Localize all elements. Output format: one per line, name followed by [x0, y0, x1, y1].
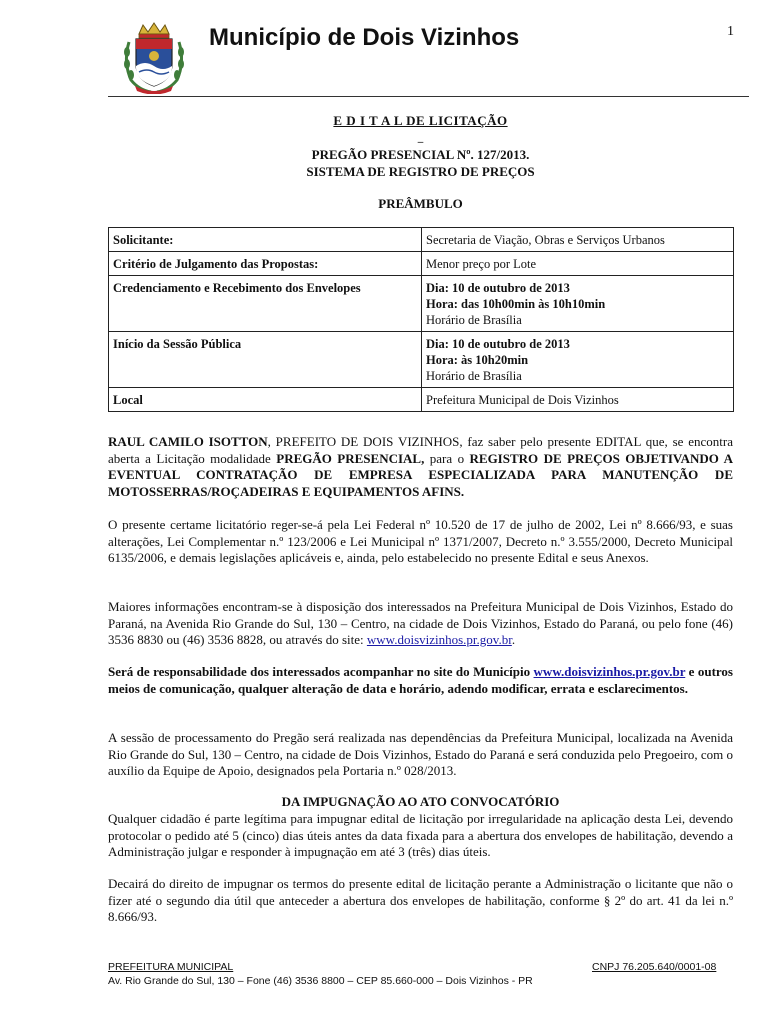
- page-number: 1: [727, 24, 734, 39]
- table-row: [109, 332, 734, 388]
- info-end: .: [511, 632, 516, 647]
- credenciamento-label: Credenciamento e Recebimento dos Envelopes: [109, 276, 422, 332]
- prefeito-name: RAUL CAMILO ISOTTON: [108, 434, 268, 449]
- footer-cnpj: CNPJ 76.205.640/0001-08: [592, 961, 717, 973]
- table-row: [109, 252, 734, 276]
- inicio-fuso: Horário de Brasília: [426, 369, 522, 383]
- intro-text-1: , PREFEITO DE DOIS VIZINHOS, faz saber pelo presente EDITAL que, se encontra aberta a Licitação modalidade: [108, 434, 733, 466]
- inicio-label: Início da Sessão Pública: [109, 332, 422, 388]
- municipality-title: Município de Dois Vizinhos: [209, 24, 520, 51]
- title-mark: _: [417, 132, 424, 144]
- preamble-table: [108, 227, 734, 412]
- header-divider: [108, 96, 749, 97]
- legal-basis-paragraph: O presente certame licitatório reger-se-á pela Lei Federal nº 10.520 de 17 de julho de 2002, Lei nº 8.666/93, e suas alterações, Lei Complementar n.º 123/2006 e Lei Municipal nº 1371/2007, Decreto n.º 3.555/2000, Decreto Municipal 6135/2006, e demais legislações aplicáveis e, ainda, pelo estabelecido no presente Edital e seus Anexos.: [108, 517, 733, 565]
- resp-text-2: e outros meios de comunicação, qualquer alteração de data e horário, adendo modificar, errata e esclarecimentos.: [108, 664, 733, 696]
- inicio-dia: Dia: 10 de outubro de 2013: [426, 337, 570, 351]
- session-paragraph: A sessão de processamento do Pregão será realizada nas dependências da Prefeitura Municipal, localizada na Avenida Rio Grande do Sul, 130 – Centro, na cidade de Dois Vizinhos, Estado do Paraná e será conduzida pelo Pregoeiro, com o auxílio da Equipe de Apoio, designados pela Portaria n.º 028/2013.: [108, 730, 733, 778]
- information-paragraph: [108, 599, 733, 649]
- inicio-value: [422, 332, 734, 388]
- impugnacao-heading: DA IMPUGNAÇÃO AO ATO CONVOCATÓRIO: [281, 794, 560, 809]
- intro-text-2: para o: [424, 450, 470, 466]
- table-row: [109, 228, 734, 252]
- impugnacao-paragraph-2: Decairá do direito de impugnar os termos do presente edital de licitação perante a Administração o licitante que não o fizer até o segundo dia útil que anteceder a abertura dos envelopes de habilitação, conforme § 2º do art. 41 da lei n.º 8.666/93.: [108, 876, 733, 924]
- solicitante-label: Solicitante:: [109, 228, 422, 252]
- modalidade-text: PREGÃO PRESENCIAL,: [276, 450, 425, 466]
- intro-paragraph: [108, 434, 733, 500]
- responsibility-paragraph: [108, 664, 733, 697]
- site-link[interactable]: www.doisvizinhos.pr.gov.br: [366, 632, 512, 647]
- local-label: Local: [109, 388, 422, 412]
- solicitante-value: Secretaria de Viação, Obras e Serviços Urbanos: [422, 228, 734, 252]
- credenciamento-hora: Hora: das 10h00min às 10h10min: [426, 297, 606, 311]
- table-row: [109, 276, 734, 332]
- preambulo-heading: PREÂMBULO: [378, 196, 463, 211]
- criterio-value: Menor preço por Lote: [422, 252, 734, 276]
- impugnacao-paragraph-1: Qualquer cidadão é parte legítima para impugnar edital de licitação por irregularidade na aplicação desta Lei, devendo protocolar o pedido até 5 (cinco) dias úteis antes da data fixada para a abertura dos envelopes de habilitação, devendo a Administração julgar e responder à impugnação em até 3 (três) dias úteis.: [108, 811, 733, 859]
- credenciamento-value: [422, 276, 734, 332]
- table-row: [109, 388, 734, 412]
- credenciamento-dia: Dia: 10 de outubro de 2013: [426, 281, 570, 295]
- footer-address: Av. Rio Grande do Sul, 130 – Fone (46) 3536 8800 – CEP 85.660-000 – Dois Vizinhos - PR: [108, 975, 533, 987]
- objeto-text: REGISTRO DE PREÇOS OBJETIVANDO A EVENTUAL CONTRATAÇÃO DE EMPRESA ESPECIALIZADA PARA MANUTENÇÃO DE MOTOSSERRAS/ROÇADEIRAS E EQUIPAMENTOS AFINS.: [108, 450, 733, 499]
- inicio-hora: Hora: às 10h20min: [426, 353, 529, 367]
- local-value: Prefeitura Municipal de Dois Vizinhos: [422, 388, 734, 412]
- resp-text-1: Será de responsabilidade dos interessados acompanhar no site do Município: [108, 664, 534, 679]
- pregao-number: PREGÃO PRESENCIAL Nº. 127/2013.: [311, 147, 530, 162]
- credenciamento-fuso: Horário de Brasília: [426, 313, 522, 327]
- coat-of-arms-icon: [121, 22, 187, 94]
- footer-prefeitura: PREFEITURA MUNICIPAL: [108, 961, 234, 973]
- edital-title: E D I T A L DE LICITAÇÃO: [333, 113, 508, 128]
- info-text: Maiores informações encontram-se à disposição dos interessados na Prefeitura Municipal de Dois Vizinhos, Estado do Paraná, na Avenida Rio Grande do Sul, 130 – Centro, na cidade de Dois Vizinhos, Estado do Paraná, ou pelo fone (46) 3536 8830 ou (46) 3536 8828, ou através do site:: [108, 599, 733, 647]
- sistema-heading: SISTEMA DE REGISTRO DE PREÇOS: [306, 164, 535, 179]
- site-link-bold[interactable]: www.doisvizinhos.pr.gov.br: [533, 664, 686, 679]
- criterio-label: Critério de Julgamento das Propostas:: [109, 252, 422, 276]
